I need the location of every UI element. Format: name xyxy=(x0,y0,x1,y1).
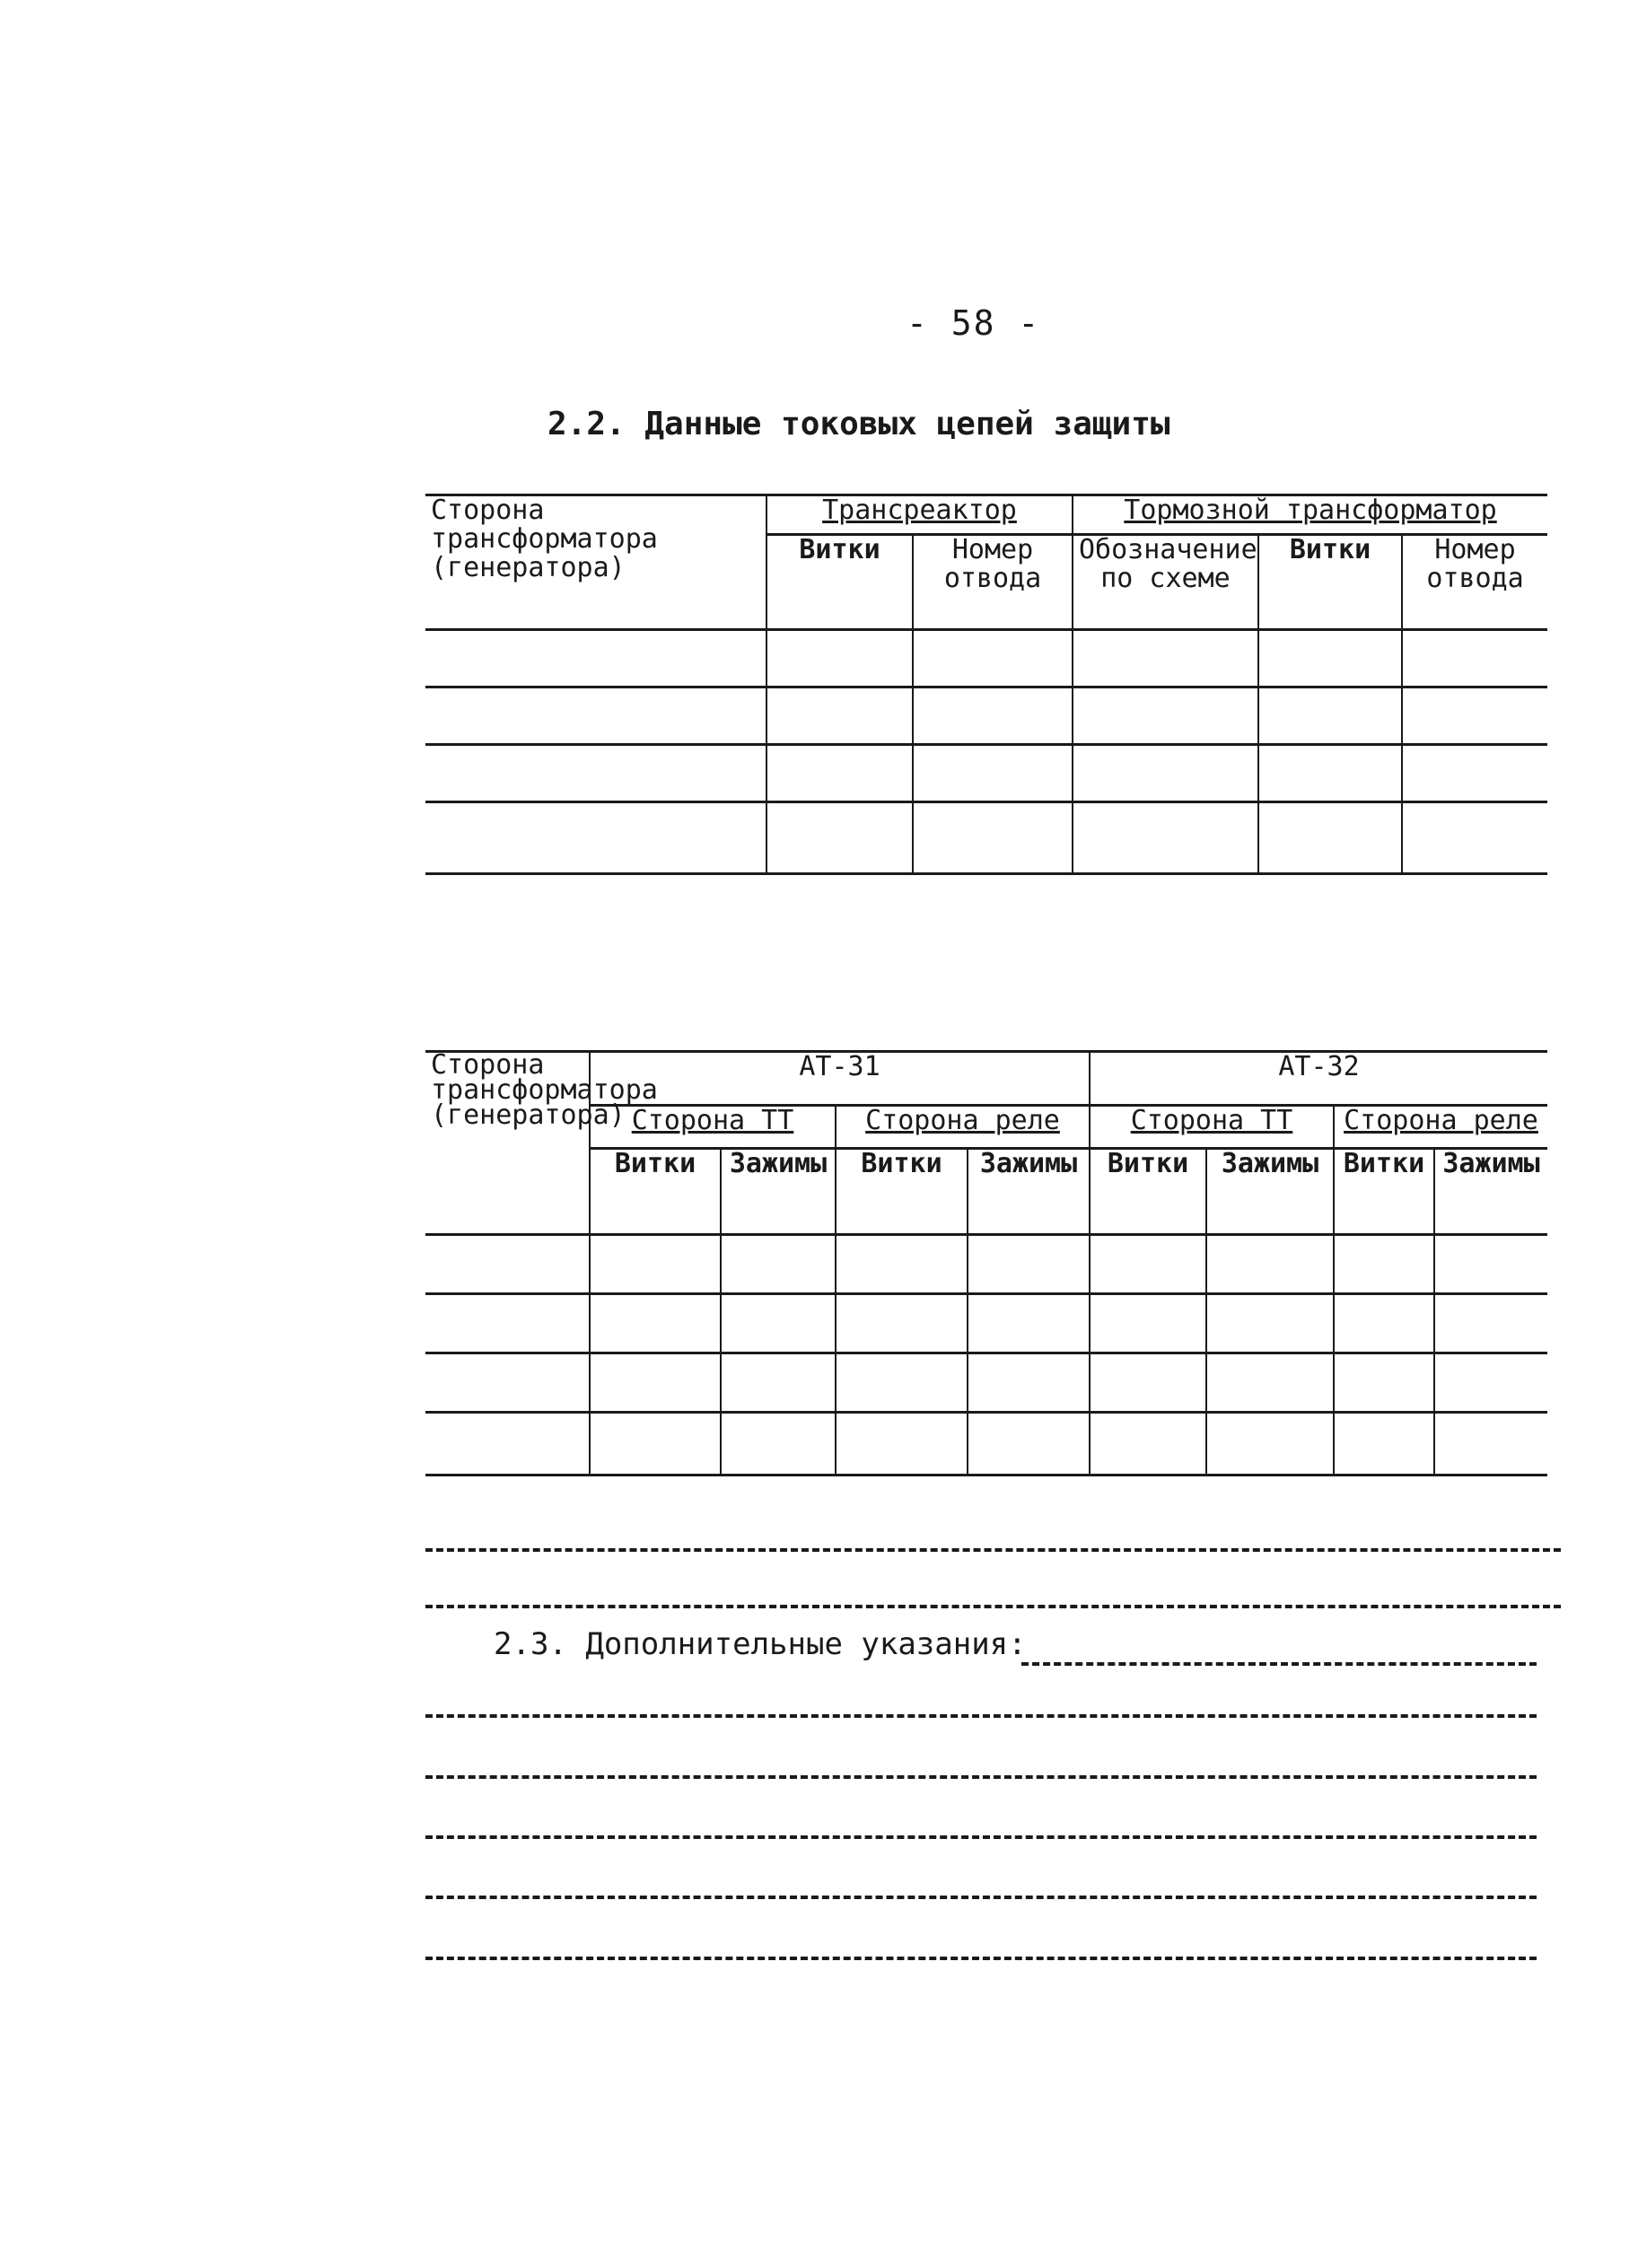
cell[interactable] xyxy=(425,687,766,745)
header-transreactor-turns: Витки xyxy=(766,535,913,630)
notes-input-line[interactable] xyxy=(1021,1662,1537,1666)
cell[interactable] xyxy=(1258,802,1402,874)
header-turns: Витки xyxy=(1090,1149,1206,1235)
cell[interactable] xyxy=(1402,630,1547,687)
header-at32-relay-side: Сторона реле xyxy=(1334,1106,1547,1149)
header-turns: Витки xyxy=(836,1149,968,1235)
header-terminals: Зажимы xyxy=(721,1149,836,1235)
cell[interactable] xyxy=(590,1235,721,1294)
section-title-2-3: 2.3. Дополнительные указания: xyxy=(494,1626,1027,1662)
header-at32-ct-side: Сторона ТТ xyxy=(1090,1106,1334,1149)
cell[interactable] xyxy=(1402,802,1547,874)
cell[interactable] xyxy=(836,1353,968,1413)
header-terminals: Зажимы xyxy=(1434,1149,1547,1235)
table2-row xyxy=(425,1235,1547,1294)
cell[interactable] xyxy=(1334,1353,1434,1413)
header-terminals: Зажимы xyxy=(968,1149,1090,1235)
cell[interactable] xyxy=(968,1413,1090,1476)
cell[interactable] xyxy=(968,1235,1090,1294)
cell[interactable] xyxy=(1073,802,1258,874)
header-transreactor: Трансреактор xyxy=(766,495,1073,535)
cell[interactable] xyxy=(913,745,1073,802)
cell[interactable] xyxy=(590,1353,721,1413)
cell[interactable] xyxy=(1402,745,1547,802)
header-at31-relay-side: Сторона реле xyxy=(836,1106,1090,1149)
cell[interactable] xyxy=(590,1413,721,1476)
header-turns: Витки xyxy=(1334,1149,1434,1235)
cell[interactable] xyxy=(1090,1413,1206,1476)
cell[interactable] xyxy=(1434,1413,1547,1476)
cell[interactable] xyxy=(1334,1413,1434,1476)
cell[interactable] xyxy=(913,802,1073,874)
cell[interactable] xyxy=(1258,687,1402,745)
table2-row xyxy=(425,1353,1547,1413)
cell[interactable] xyxy=(1073,745,1258,802)
cell[interactable] xyxy=(968,1294,1090,1353)
header-at31-ct-side: Сторона ТТ xyxy=(590,1106,836,1149)
section-title-2-2: 2.2. Данные токовых цепей защиты xyxy=(547,406,1170,442)
cell[interactable] xyxy=(425,1353,590,1413)
notes-input-line[interactable] xyxy=(425,1714,1537,1718)
header-at31: АТ-31 xyxy=(590,1052,1090,1106)
cell[interactable] xyxy=(968,1353,1090,1413)
notes-input-line[interactable] xyxy=(425,1896,1537,1899)
header-transformer-side: Сторона трансформатора (генератора) xyxy=(425,1052,590,1235)
cell[interactable] xyxy=(766,745,913,802)
notes-input-line[interactable] xyxy=(425,1835,1537,1839)
table1-row xyxy=(425,687,1547,745)
cell[interactable] xyxy=(721,1413,836,1476)
cell[interactable] xyxy=(425,745,766,802)
dashed-line xyxy=(425,1548,1561,1552)
cell[interactable] xyxy=(1334,1235,1434,1294)
cell[interactable] xyxy=(721,1353,836,1413)
cell[interactable] xyxy=(836,1413,968,1476)
dashed-line xyxy=(425,1605,1561,1608)
cell[interactable] xyxy=(721,1235,836,1294)
cell[interactable] xyxy=(1258,745,1402,802)
notes-input-line[interactable] xyxy=(425,1957,1537,1960)
header-transformer-side: Сторона трансформатора (генератора) xyxy=(425,495,766,630)
page-number: - 58 - xyxy=(907,303,1041,343)
header-brake-turns: Витки xyxy=(1258,535,1402,630)
cell[interactable] xyxy=(836,1294,968,1353)
cell[interactable] xyxy=(913,687,1073,745)
table1-row xyxy=(425,745,1547,802)
table1-row xyxy=(425,802,1547,874)
cell[interactable] xyxy=(1090,1294,1206,1353)
header-turns: Витки xyxy=(590,1149,721,1235)
header-brake-transformer: Тормозной трансформатор xyxy=(1073,495,1547,535)
cell[interactable] xyxy=(590,1294,721,1353)
cell[interactable] xyxy=(766,630,913,687)
cell[interactable] xyxy=(1434,1294,1547,1353)
cell[interactable] xyxy=(1434,1353,1547,1413)
header-transreactor-tap: Номер отвода xyxy=(913,535,1073,630)
cell[interactable] xyxy=(766,802,913,874)
cell[interactable] xyxy=(425,802,766,874)
header-brake-tap: Номер отвода xyxy=(1402,535,1547,630)
cell[interactable] xyxy=(766,687,913,745)
protection-current-circuits-table xyxy=(425,494,1547,875)
table2-row xyxy=(425,1413,1547,1476)
cell[interactable] xyxy=(1334,1294,1434,1353)
cell[interactable] xyxy=(721,1294,836,1353)
cell[interactable] xyxy=(425,1235,590,1294)
cell[interactable] xyxy=(1206,1294,1334,1353)
table2-row xyxy=(425,1294,1547,1353)
cell[interactable] xyxy=(1090,1353,1206,1413)
header-at32: АТ-32 xyxy=(1090,1052,1547,1106)
header-terminals: Зажимы xyxy=(1206,1149,1334,1235)
at-relays-table xyxy=(425,1050,1547,1476)
cell[interactable] xyxy=(425,630,766,687)
cell[interactable] xyxy=(1206,1413,1334,1476)
cell[interactable] xyxy=(1206,1235,1334,1294)
cell[interactable] xyxy=(1090,1235,1206,1294)
table1-row xyxy=(425,630,1547,687)
notes-input-line[interactable] xyxy=(425,1775,1537,1779)
cell[interactable] xyxy=(1402,687,1547,745)
cell[interactable] xyxy=(1258,630,1402,687)
cell[interactable] xyxy=(1206,1353,1334,1413)
cell[interactable] xyxy=(1073,687,1258,745)
cell[interactable] xyxy=(913,630,1073,687)
header-brake-designation: Обозначение по схеме xyxy=(1073,535,1258,630)
cell[interactable] xyxy=(425,1413,590,1476)
cell[interactable] xyxy=(1073,630,1258,687)
cell[interactable] xyxy=(836,1235,968,1294)
cell[interactable] xyxy=(425,1294,590,1353)
cell[interactable] xyxy=(1434,1235,1547,1294)
